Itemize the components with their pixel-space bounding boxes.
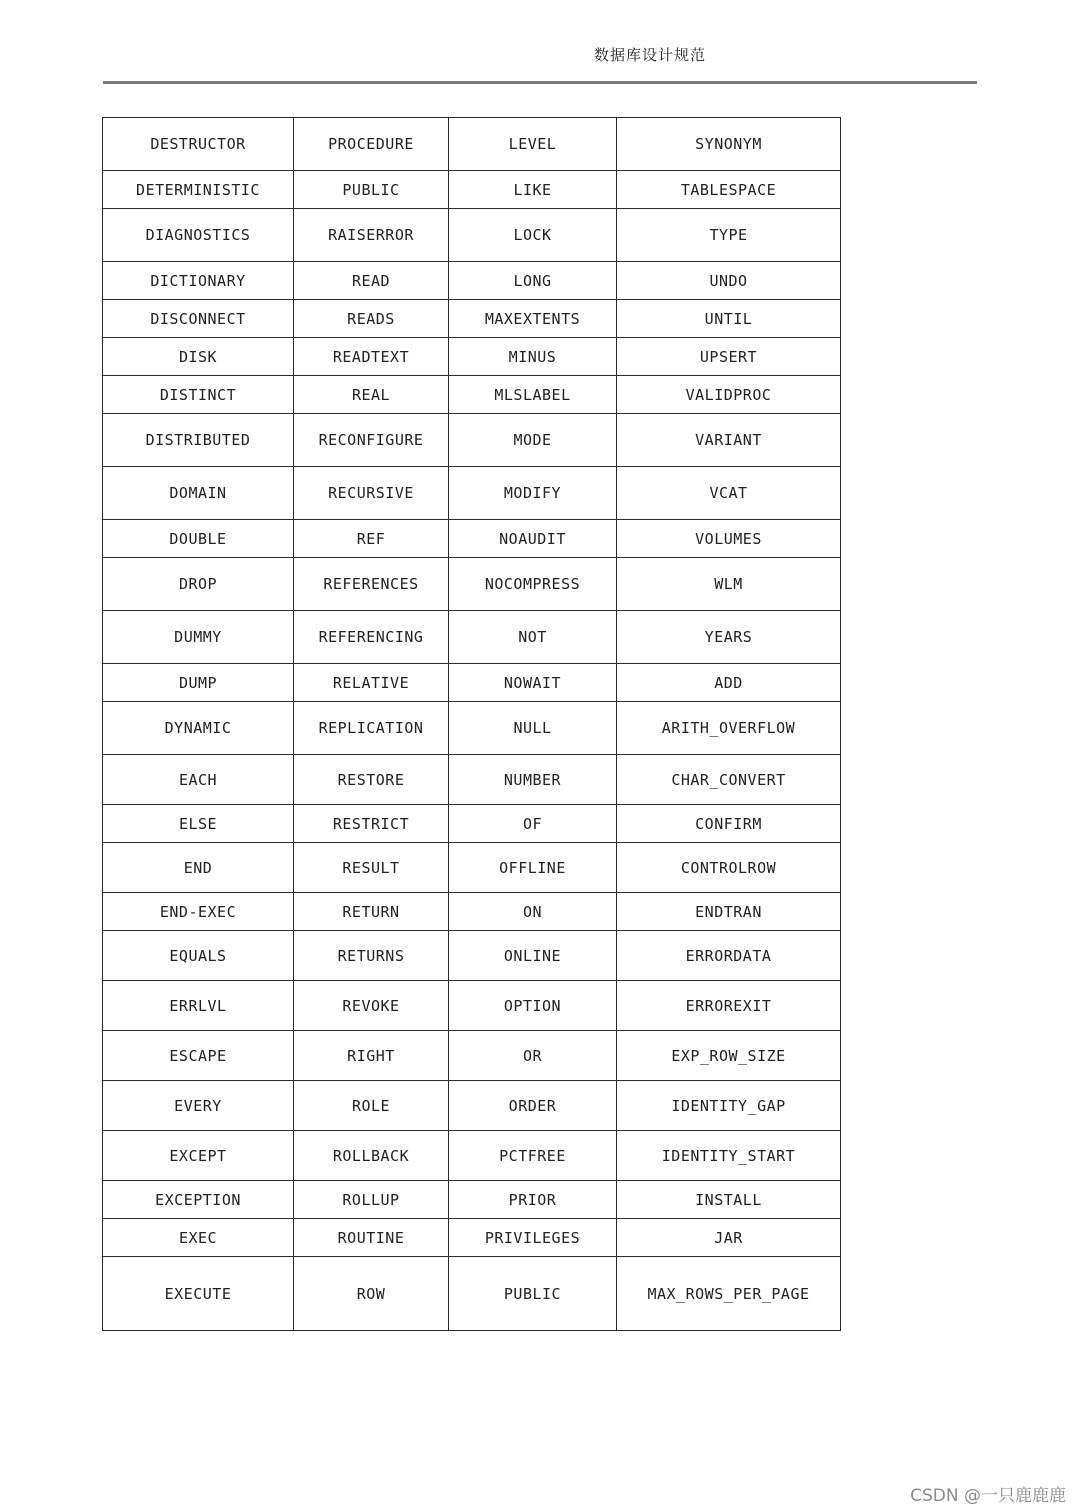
table-row [103,338,841,376]
table-cell: DISCONNECT [103,300,294,338]
table-cell: NUMBER [449,755,617,805]
table-cell: DUMP [103,664,294,702]
reserved-keywords-table [102,117,841,1331]
table-cell: VARIANT [617,414,841,467]
table-cell: READTEXT [294,338,449,376]
table-cell: RELATIVE [294,664,449,702]
table-cell: ESCAPE [103,1031,294,1081]
table-row [103,611,841,664]
table-cell: JAR [617,1219,841,1257]
table-cell: REFERENCING [294,611,449,664]
table-cell: DETERMINISTIC [103,171,294,209]
table-cell: UNTIL [617,300,841,338]
table-cell: ARITH_OVERFLOW [617,702,841,755]
table-cell: SYNONYM [617,118,841,171]
table-row [103,300,841,338]
table-cell: PUBLIC [449,1257,617,1331]
table-cell: PRIOR [449,1181,617,1219]
table-cell: REAL [294,376,449,414]
table-cell: RESULT [294,843,449,893]
table-cell: RETURNS [294,931,449,981]
table-row [103,755,841,805]
table-cell: PRIVILEGES [449,1219,617,1257]
table-cell: WLM [617,558,841,611]
table-row [103,805,841,843]
table-cell: VALIDPROC [617,376,841,414]
table-cell: REFERENCES [294,558,449,611]
table-cell: NOT [449,611,617,664]
table-cell: LEVEL [449,118,617,171]
table-cell: VOLUMES [617,520,841,558]
table-cell: READS [294,300,449,338]
table-row [103,1081,841,1131]
table-row [103,1031,841,1081]
table-cell: VCAT [617,467,841,520]
table-row [103,171,841,209]
table-row [103,1131,841,1181]
table-cell: ERRORDATA [617,931,841,981]
table-row [103,118,841,171]
table-cell: ROUTINE [294,1219,449,1257]
table-cell: PUBLIC [294,171,449,209]
table-row [103,376,841,414]
table-cell: MAX_ROWS_PER_PAGE [617,1257,841,1331]
page-header-title: 数据库设计规范 [593,46,706,64]
table-row [103,467,841,520]
table-cell: ONLINE [449,931,617,981]
table-cell: DOUBLE [103,520,294,558]
table-cell: LONG [449,262,617,300]
table-cell: MAXEXTENTS [449,300,617,338]
table-cell: REVOKE [294,981,449,1031]
table-cell: EXCEPTION [103,1181,294,1219]
table-cell: RETURN [294,893,449,931]
table-cell: DISTINCT [103,376,294,414]
table-cell: ADD [617,664,841,702]
table-cell: REPLICATION [294,702,449,755]
table-cell: DROP [103,558,294,611]
table-cell: DESTRUCTOR [103,118,294,171]
table-cell: RECURSIVE [294,467,449,520]
table-cell: CONTROLROW [617,843,841,893]
table-cell: RIGHT [294,1031,449,1081]
table-cell: CONFIRM [617,805,841,843]
table-cell: YEARS [617,611,841,664]
table-cell: EXP_ROW_SIZE [617,1031,841,1081]
table-cell: UNDO [617,262,841,300]
table-cell: MINUS [449,338,617,376]
table-cell: OR [449,1031,617,1081]
table-row [103,931,841,981]
table-row [103,558,841,611]
table-cell: DISK [103,338,294,376]
table-cell: LOCK [449,209,617,262]
table-cell: OF [449,805,617,843]
table-cell: EQUALS [103,931,294,981]
table-cell: ROLLBACK [294,1131,449,1181]
table-cell: DISTRIBUTED [103,414,294,467]
table-cell: MODIFY [449,467,617,520]
table-cell: REF [294,520,449,558]
table-row [103,262,841,300]
table-cell: RESTRICT [294,805,449,843]
header-divider [103,81,977,84]
table-cell: NOWAIT [449,664,617,702]
table-cell: END [103,843,294,893]
table-cell: OPTION [449,981,617,1031]
table-cell: EXECUTE [103,1257,294,1331]
table-cell: CHAR_CONVERT [617,755,841,805]
table-row [103,893,841,931]
table-cell: PROCEDURE [294,118,449,171]
table-cell: TYPE [617,209,841,262]
table-cell: ORDER [449,1081,617,1131]
csdn-watermark: CSDN @一只鹿鹿鹿 [910,1486,1066,1506]
table-row [103,209,841,262]
table-row [103,843,841,893]
table-cell: ROLLUP [294,1181,449,1219]
table-cell: MLSLABEL [449,376,617,414]
table-cell: EVERY [103,1081,294,1131]
table-cell: RECONFIGURE [294,414,449,467]
table-row [103,664,841,702]
table-cell: OFFLINE [449,843,617,893]
table-cell: DIAGNOSTICS [103,209,294,262]
table-cell: IDENTITY_START [617,1131,841,1181]
table-cell: ENDTRAN [617,893,841,931]
table-cell: LIKE [449,171,617,209]
table-cell: ERRLVL [103,981,294,1031]
table-cell: PCTFREE [449,1131,617,1181]
table-cell: TABLESPACE [617,171,841,209]
table-row [103,414,841,467]
table-cell: ROW [294,1257,449,1331]
table-cell: DYNAMIC [103,702,294,755]
table-cell: EXCEPT [103,1131,294,1181]
table-row [103,981,841,1031]
table-cell: DICTIONARY [103,262,294,300]
table-cell: ELSE [103,805,294,843]
table-cell: RESTORE [294,755,449,805]
table-cell: EXEC [103,1219,294,1257]
table-row [103,702,841,755]
table-row [103,1219,841,1257]
keywords-table-body [103,118,841,1331]
table-cell: ROLE [294,1081,449,1131]
table-row [103,520,841,558]
table-cell: UPSERT [617,338,841,376]
table-cell: IDENTITY_GAP [617,1081,841,1131]
table-cell: NOCOMPRESS [449,558,617,611]
table-row [103,1181,841,1219]
table-cell: NULL [449,702,617,755]
table-cell: RAISERROR [294,209,449,262]
table-cell: DOMAIN [103,467,294,520]
table-cell: READ [294,262,449,300]
table-cell: EACH [103,755,294,805]
table-cell: INSTALL [617,1181,841,1219]
table-cell: ON [449,893,617,931]
table-cell: ERROREXIT [617,981,841,1031]
table-cell: DUMMY [103,611,294,664]
table-row [103,1257,841,1331]
table-cell: NOAUDIT [449,520,617,558]
table-cell: END-EXEC [103,893,294,931]
table-cell: MODE [449,414,617,467]
